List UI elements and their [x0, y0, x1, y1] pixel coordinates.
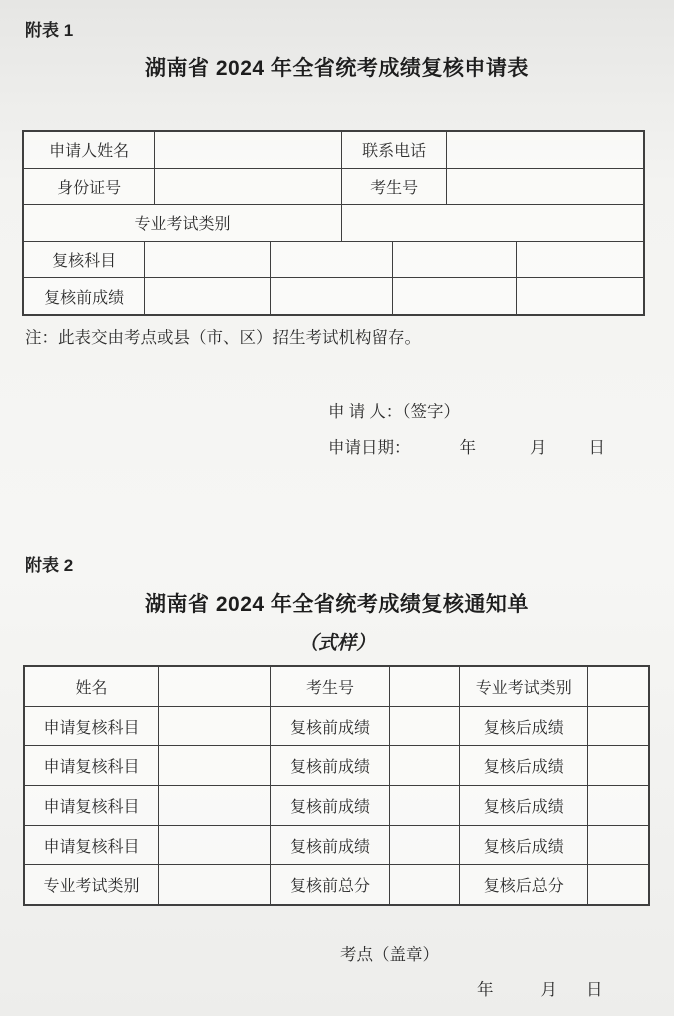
- attachment1-title: 湖南省 2024 年全省统考成绩复核申请表: [145, 57, 529, 80]
- pre-review-score-field: [392, 278, 516, 314]
- review-subject-field: [516, 242, 643, 278]
- table-row: [24, 241, 643, 278]
- candidate-number-field: [389, 667, 460, 706]
- after-score-field: [587, 786, 648, 825]
- after-score-label: 复核后成绩: [459, 707, 587, 746]
- after-score-field: [587, 826, 648, 865]
- table-row: [25, 745, 648, 785]
- retention-note: 注：此表交由考点或县（市、区）招生考试机构留存。: [25, 328, 421, 347]
- exam-category-label: 专业考试类别: [43, 878, 140, 896]
- after-score-label: 复核后成绩: [459, 786, 587, 825]
- day-label: 日: [586, 980, 603, 999]
- exam-category-field: [341, 205, 643, 241]
- candidate-number-label: 考生号: [341, 169, 446, 205]
- notification-date-line: [477, 976, 603, 1000]
- review-subject-field: [270, 242, 391, 278]
- after-total-label: 复核后总分: [459, 865, 587, 904]
- table-row: [25, 785, 648, 825]
- after-score-field: [587, 746, 648, 785]
- candidate-number-field: [446, 169, 643, 205]
- before-score-label: 复核前成绩: [270, 707, 388, 746]
- review-subject-field: [392, 242, 516, 278]
- exam-category-field: [587, 667, 648, 706]
- review-subject-field: [158, 786, 270, 825]
- after-total-field: [587, 865, 648, 904]
- before-score-label: 复核前成绩: [270, 746, 388, 785]
- review-subject-label: 申请复核科目: [43, 798, 140, 816]
- before-score-field: [389, 746, 460, 785]
- before-score-label: 复核前成绩: [270, 786, 388, 825]
- table-row: [25, 706, 648, 746]
- year-label: 年: [477, 980, 494, 999]
- before-score-field: [389, 786, 460, 825]
- review-subject-field: [144, 242, 270, 278]
- review-subject-label: 复核科目: [52, 253, 117, 271]
- applicant-signature-line: 申 请 人：（签字）: [328, 402, 460, 421]
- exam-site-stamp-line: 考点（盖章）: [340, 945, 439, 964]
- name-label: 姓名: [75, 679, 108, 697]
- after-score-label: 复核后成绩: [459, 746, 587, 785]
- contact-phone-field: [446, 132, 643, 168]
- before-total-label: 复核前总分: [270, 865, 388, 904]
- exam-category-label: 专业考试类别: [134, 216, 231, 234]
- attachment2-label: 附表 2: [25, 556, 74, 575]
- table-row: [24, 168, 643, 205]
- exam-category-label: 专业考试类别: [459, 667, 587, 706]
- application-table: [22, 130, 645, 316]
- table-row: [24, 277, 643, 314]
- year-label: 年: [459, 438, 476, 457]
- before-score-field: [389, 826, 460, 865]
- review-subject-field: [158, 826, 270, 865]
- notification-table: [23, 665, 650, 906]
- before-total-field: [389, 865, 460, 904]
- month-label: 月: [540, 980, 557, 999]
- exam-category-field: [158, 865, 270, 904]
- application-date-label: 申请日期：: [328, 438, 411, 457]
- review-subject-field: [158, 746, 270, 785]
- table-row: [25, 667, 648, 706]
- id-number-field: [154, 169, 341, 205]
- review-subject-label: 申请复核科目: [43, 838, 140, 856]
- review-subject-label: 申请复核科目: [43, 759, 140, 777]
- review-subject-label: 申请复核科目: [43, 719, 140, 737]
- candidate-number-label: 考生号: [270, 667, 388, 706]
- contact-phone-label: 联系电话: [341, 132, 446, 168]
- after-score-field: [587, 707, 648, 746]
- pre-review-score-label: 复核前成绩: [44, 289, 125, 307]
- attachment1-label: 附表 1: [25, 21, 74, 40]
- month-label: 月: [530, 438, 547, 457]
- table-row: [24, 132, 643, 168]
- table-row: [24, 204, 643, 241]
- table-row: [25, 825, 648, 865]
- after-score-label: 复核后成绩: [459, 826, 587, 865]
- pre-review-score-field: [270, 278, 391, 314]
- pre-review-score-field: [516, 278, 643, 314]
- table-row: [25, 864, 648, 904]
- pre-review-score-field: [144, 278, 270, 314]
- id-number-label: 身份证号: [57, 179, 122, 197]
- attachment2-title: 湖南省 2024 年全省统考成绩复核通知单: [145, 593, 529, 616]
- attachment2-subtitle: （式样）: [298, 633, 375, 654]
- day-label: 日: [588, 438, 605, 457]
- before-score-label: 复核前成绩: [270, 826, 388, 865]
- application-date-line: [328, 434, 605, 458]
- before-score-field: [389, 707, 460, 746]
- review-subject-field: [158, 707, 270, 746]
- name-field: [158, 667, 270, 706]
- applicant-name-field: [154, 132, 341, 168]
- applicant-name-label: 申请人姓名: [49, 143, 130, 161]
